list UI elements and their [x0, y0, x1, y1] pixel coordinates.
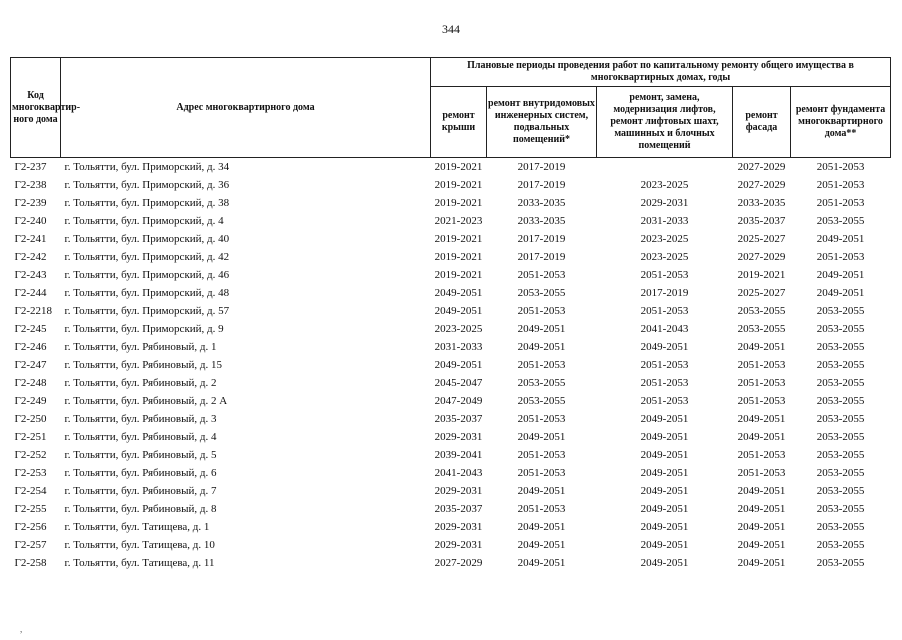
cell-foundation: 2051-2053 — [816, 197, 865, 209]
cell-foundation: 2053-2055 — [816, 377, 865, 389]
table-row — [11, 248, 891, 266]
cell-facade: 2035-2037 — [737, 215, 786, 227]
cell-address: г. Тольятти, бул. Татищева, д. 11 — [64, 557, 215, 569]
cell-roof: 2031-2033 — [434, 341, 483, 353]
cell-systems: 2051-2053 — [517, 467, 566, 479]
cell-facade: 2049-2051 — [737, 341, 786, 353]
cell-systems: 2051-2053 — [517, 305, 566, 317]
table-row — [11, 464, 891, 482]
cell-elevators: 2049-2051 — [640, 539, 689, 551]
cell-foundation: 2053-2055 — [816, 539, 865, 551]
table-row — [11, 176, 891, 194]
cell-systems: 2049-2051 — [517, 539, 566, 551]
cell-foundation: 2053-2055 — [816, 503, 865, 515]
cell-address: г. Тольятти, бул. Приморский, д. 46 — [64, 269, 230, 281]
cell-systems: 2017-2019 — [517, 251, 566, 263]
cell-address: г. Тольятти, бул. Рябиновый, д. 15 — [64, 359, 222, 371]
cell-code: Г2-253 — [14, 467, 47, 479]
cell-address: г. Тольятти, бул. Рябиновый, д. 4 — [64, 431, 217, 443]
cell-code: Г2-239 — [14, 197, 47, 209]
cell-elevators: 2049-2051 — [640, 413, 689, 425]
cell-address: г. Тольятти, бул. Рябиновый, д. 8 — [64, 503, 217, 515]
cell-elevators: 2049-2051 — [640, 503, 689, 515]
cell-systems: 2049-2051 — [517, 431, 566, 443]
cell-foundation: 2053-2055 — [816, 305, 865, 317]
cell-address: г. Тольятти, бул. Приморский, д. 40 — [64, 233, 230, 245]
cell-code: Г2-249 — [14, 395, 47, 407]
cell-facade: 2025-2027 — [737, 287, 786, 299]
cell-foundation: 2053-2055 — [816, 521, 865, 533]
cell-elevators: 2023-2025 — [640, 233, 689, 245]
table-header — [11, 58, 891, 158]
cell-roof: 2049-2051 — [434, 305, 483, 317]
cell-elevators: 2051-2053 — [640, 269, 689, 281]
cell-roof: 2023-2025 — [434, 323, 483, 335]
cell-roof: 2035-2037 — [434, 503, 483, 515]
cell-address: г. Тольятти, бул. Рябиновый, д. 3 — [64, 413, 217, 425]
table-row — [11, 536, 891, 554]
header-periods-group: Плановые периоды проведения работ по капитальному ремонту общего имущества в многоквартирных домах, годы — [431, 58, 891, 87]
table-row — [11, 158, 891, 177]
cell-facade: 2053-2055 — [737, 305, 786, 317]
cell-systems: 2017-2019 — [517, 233, 566, 245]
cell-address: г. Тольятти, бул. Рябиновый, д. 7 — [64, 485, 217, 497]
cell-roof: 2049-2051 — [434, 359, 483, 371]
cell-roof: 2029-2031 — [434, 539, 483, 551]
cell-foundation: 2053-2055 — [816, 395, 865, 407]
cell-code: Г2-247 — [14, 359, 47, 371]
cell-foundation: 2053-2055 — [816, 359, 865, 371]
cell-code: Г2-252 — [14, 449, 47, 461]
cell-code: Г2-246 — [14, 341, 47, 353]
cell-address: г. Тольятти, бул. Приморский, д. 4 — [64, 215, 224, 227]
table-row — [11, 338, 891, 356]
cell-facade: 2027-2029 — [737, 161, 786, 173]
cell-roof: 2049-2051 — [434, 287, 483, 299]
cell-address: г. Тольятти, бул. Приморский, д. 34 — [64, 161, 230, 173]
cell-systems: 2049-2051 — [517, 323, 566, 335]
cell-code: Г2-258 — [14, 557, 47, 569]
cell-roof: 2019-2021 — [434, 251, 483, 263]
cell-roof: 2019-2021 — [434, 233, 483, 245]
cell-address: г. Тольятти, бул. Татищева, д. 10 — [64, 539, 215, 551]
cell-address: г. Тольятти, бул. Рябиновый, д. 5 — [64, 449, 217, 461]
cell-elevators: 2049-2051 — [640, 521, 689, 533]
cell-facade: 2053-2055 — [737, 323, 786, 335]
cell-elevators: 2031-2033 — [640, 215, 689, 227]
cell-code: Г2-240 — [14, 215, 47, 227]
cell-facade: 2019-2021 — [737, 269, 786, 281]
cell-facade: 2049-2051 — [737, 557, 786, 569]
cell-foundation: 2051-2053 — [816, 179, 865, 191]
table-row — [11, 518, 891, 536]
cell-address: г. Тольятти, бул. Приморский, д. 9 — [64, 323, 224, 335]
cell-code: Г2-245 — [14, 323, 47, 335]
table-row — [11, 194, 891, 212]
cell-address: г. Тольятти, бул. Татищева, д. 1 — [64, 521, 210, 533]
table-row — [11, 428, 891, 446]
header-systems: ремонт внутридомовых инженерных систем, подвальных помещений* — [487, 87, 597, 158]
cell-address: г. Тольятти, бул. Рябиновый, д. 6 — [64, 467, 217, 479]
cell-foundation: 2053-2055 — [816, 485, 865, 497]
cell-facade: 2051-2053 — [737, 467, 786, 479]
cell-code: Г2-251 — [14, 431, 47, 443]
cell-code: Г2-255 — [14, 503, 47, 515]
repair-schedule-table-container — [10, 57, 890, 572]
cell-roof: 2029-2031 — [434, 485, 483, 497]
cell-elevators: 2051-2053 — [640, 305, 689, 317]
cell-roof: 2035-2037 — [434, 413, 483, 425]
table-row — [11, 500, 891, 518]
cell-facade: 2049-2051 — [737, 413, 786, 425]
header-facade: ремонт фасада — [733, 87, 791, 158]
table-row — [11, 446, 891, 464]
table-row — [11, 410, 891, 428]
cell-facade: 2051-2053 — [737, 449, 786, 461]
cell-elevators: 2049-2051 — [640, 467, 689, 479]
table-row — [11, 374, 891, 392]
cell-systems: 2049-2051 — [517, 485, 566, 497]
cell-foundation: 2053-2055 — [816, 413, 865, 425]
cell-elevators: 2041-2043 — [640, 323, 689, 335]
cell-elevators: 2049-2051 — [640, 431, 689, 443]
cell-code: Г2-244 — [14, 287, 47, 299]
cell-roof: 2019-2021 — [434, 269, 483, 281]
table-row — [11, 320, 891, 338]
table-row — [11, 284, 891, 302]
cell-elevators — [597, 158, 733, 177]
cell-foundation: 2053-2055 — [816, 467, 865, 479]
cell-systems: 2053-2055 — [517, 395, 566, 407]
cell-roof: 2047-2049 — [434, 395, 483, 407]
header-code: Код многоквартир-ного дома — [11, 58, 61, 158]
cell-foundation: 2049-2051 — [816, 269, 865, 281]
scan-mark: , — [20, 624, 23, 634]
header-address: Адрес многоквартирного дома — [61, 58, 431, 158]
cell-roof: 2039-2041 — [434, 449, 483, 461]
cell-foundation: 2053-2055 — [816, 449, 865, 461]
cell-code: Г2-238 — [14, 179, 47, 191]
table-row — [11, 482, 891, 500]
cell-roof: 2019-2021 — [434, 161, 483, 173]
cell-roof: 2021-2023 — [434, 215, 483, 227]
page-number: 344 — [442, 22, 460, 36]
cell-elevators: 2029-2031 — [640, 197, 689, 209]
cell-facade: 2051-2053 — [737, 395, 786, 407]
cell-elevators: 2051-2053 — [640, 377, 689, 389]
cell-roof: 2029-2031 — [434, 521, 483, 533]
cell-facade: 2025-2027 — [737, 233, 786, 245]
cell-systems: 2051-2053 — [517, 413, 566, 425]
table-row — [11, 392, 891, 410]
cell-address: г. Тольятти, бул. Приморский, д. 42 — [64, 251, 230, 263]
cell-facade: 2027-2029 — [737, 179, 786, 191]
cell-roof: 2019-2021 — [434, 179, 483, 191]
cell-code: Г2-254 — [14, 485, 47, 497]
cell-facade: 2049-2051 — [737, 431, 786, 443]
cell-foundation: 2051-2053 — [816, 251, 865, 263]
cell-code: Г2-242 — [14, 251, 47, 263]
cell-elevators: 2049-2051 — [640, 449, 689, 461]
table-row — [11, 266, 891, 284]
cell-systems: 2053-2055 — [517, 287, 566, 299]
cell-elevators: 2049-2051 — [640, 557, 689, 569]
cell-roof: 2027-2029 — [434, 557, 483, 569]
table-row — [11, 212, 891, 230]
cell-systems: 2051-2053 — [517, 449, 566, 461]
cell-code: Г2-248 — [14, 377, 47, 389]
table-row — [11, 302, 891, 320]
cell-foundation: 2053-2055 — [816, 323, 865, 335]
table-row — [11, 554, 891, 572]
cell-systems: 2017-2019 — [517, 161, 566, 173]
cell-foundation: 2053-2055 — [816, 557, 865, 569]
cell-facade: 2049-2051 — [737, 485, 786, 497]
cell-systems: 2051-2053 — [517, 269, 566, 281]
cell-systems: 2051-2053 — [517, 503, 566, 515]
cell-foundation: 2053-2055 — [816, 341, 865, 353]
cell-systems: 2033-2035 — [517, 197, 566, 209]
cell-foundation: 2053-2055 — [816, 215, 865, 227]
cell-address: г. Тольятти, бул. Приморский, д. 36 — [64, 179, 230, 191]
cell-systems: 2049-2051 — [517, 521, 566, 533]
cell-facade: 2049-2051 — [737, 521, 786, 533]
cell-elevators: 2051-2053 — [640, 395, 689, 407]
cell-elevators: 2049-2051 — [640, 485, 689, 497]
cell-facade: 2051-2053 — [737, 377, 786, 389]
header-roof: ремонт крыши — [431, 87, 487, 158]
cell-elevators: 2017-2019 — [640, 287, 689, 299]
cell-address: г. Тольятти, бул. Рябиновый, д. 1 — [64, 341, 217, 353]
cell-facade: 2049-2051 — [737, 539, 786, 551]
cell-address: г. Тольятти, бул. Приморский, д. 38 — [64, 197, 230, 209]
cell-systems: 2053-2055 — [517, 377, 566, 389]
cell-code: Г2-250 — [14, 413, 47, 425]
cell-roof: 2029-2031 — [434, 431, 483, 443]
cell-systems: 2051-2053 — [517, 359, 566, 371]
header-foundation: ремонт фундамента многоквартирного дома** — [791, 87, 891, 158]
cell-foundation: 2049-2051 — [816, 233, 865, 245]
cell-roof: 2019-2021 — [434, 197, 483, 209]
cell-foundation: 2053-2055 — [816, 431, 865, 443]
cell-systems: 2017-2019 — [517, 179, 566, 191]
cell-roof: 2045-2047 — [434, 377, 483, 389]
cell-code: Г2-241 — [14, 233, 47, 245]
cell-elevators: 2023-2025 — [640, 251, 689, 263]
cell-elevators: 2051-2053 — [640, 359, 689, 371]
cell-systems: 2049-2051 — [517, 341, 566, 353]
table-row — [11, 356, 891, 374]
cell-address: г. Тольятти, бул. Рябиновый, д. 2 А — [64, 395, 228, 407]
cell-facade: 2027-2029 — [737, 251, 786, 263]
cell-address: г. Тольятти, бул. Приморский, д. 48 — [64, 287, 230, 299]
cell-code: Г2-243 — [14, 269, 47, 281]
cell-code: Г2-256 — [14, 521, 47, 533]
table-body — [11, 158, 891, 573]
header-elevators: ремонт, замена, модернизация лифтов, ремонт лифтовых шахт, машинных и блочных помещений — [597, 87, 733, 158]
cell-systems: 2033-2035 — [517, 215, 566, 227]
cell-facade: 2033-2035 — [737, 197, 786, 209]
cell-elevators: 2023-2025 — [640, 179, 689, 191]
cell-code: Г2-257 — [14, 539, 47, 551]
cell-facade: 2049-2051 — [737, 503, 786, 515]
cell-code: Г2-2218 — [14, 305, 53, 317]
cell-foundation: 2051-2053 — [816, 161, 865, 173]
table-row — [11, 230, 891, 248]
cell-systems: 2049-2051 — [517, 557, 566, 569]
cell-address: г. Тольятти, бул. Приморский, д. 57 — [64, 305, 230, 317]
cell-code: Г2-237 — [14, 161, 47, 173]
repair-schedule-table — [10, 57, 891, 572]
cell-address: г. Тольятти, бул. Рябиновый, д. 2 — [64, 377, 217, 389]
cell-foundation: 2049-2051 — [816, 287, 865, 299]
cell-roof: 2041-2043 — [434, 467, 483, 479]
cell-elevators: 2049-2051 — [640, 341, 689, 353]
cell-facade: 2051-2053 — [737, 359, 786, 371]
